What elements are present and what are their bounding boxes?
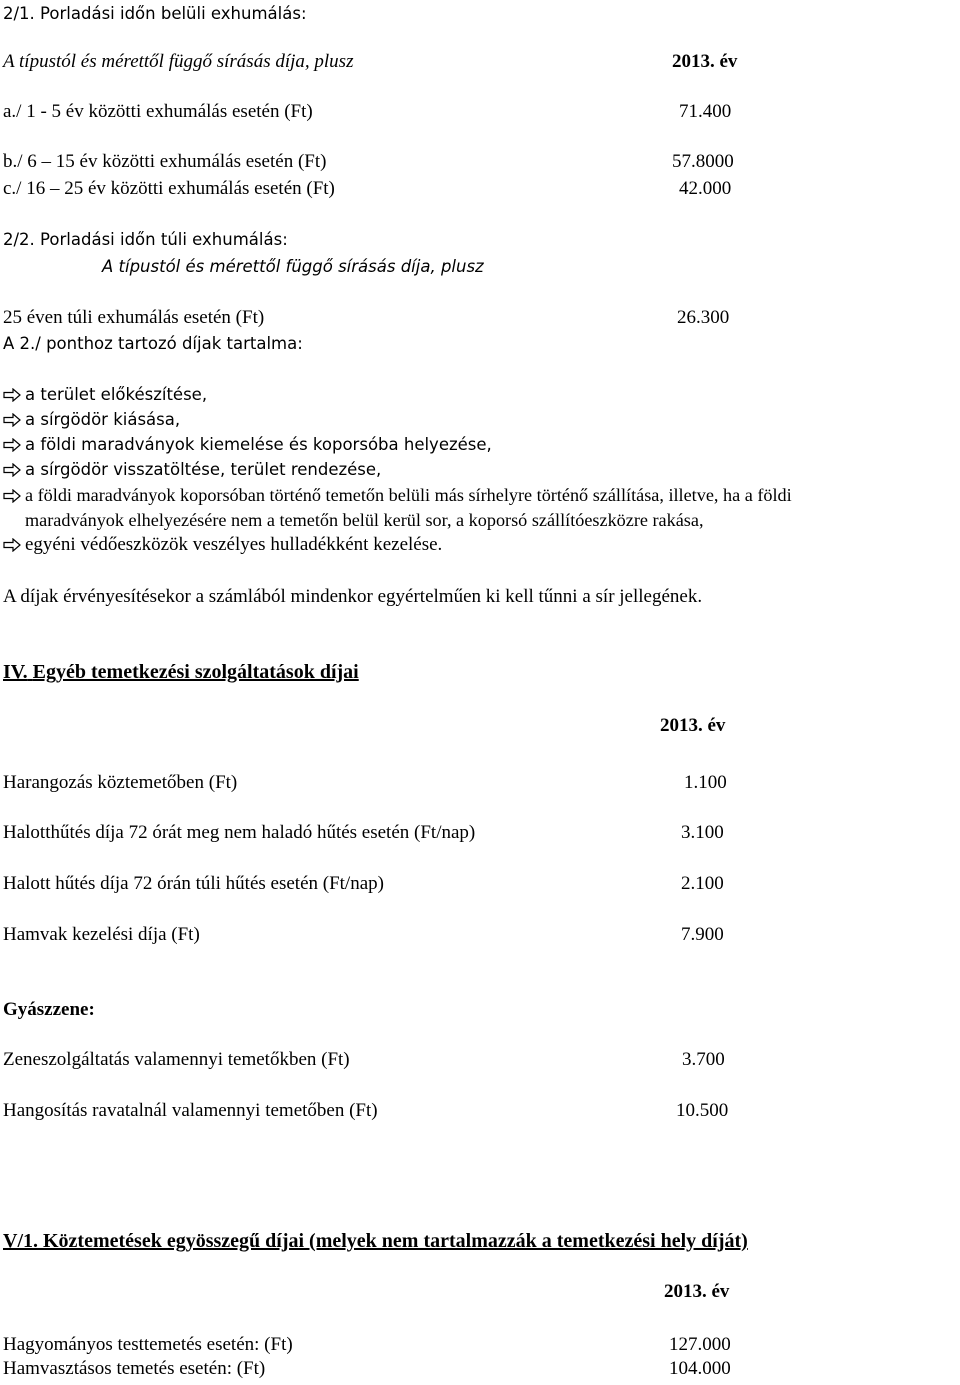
exhumation-row-value: 42.000 — [679, 178, 732, 199]
music-row-label: Hangosítás ravatalnál valamennyi temetőben (Ft) — [3, 1100, 378, 1121]
section-iv-year: 2013. év — [660, 715, 726, 736]
public-burial-row-label: Hamvasztásos temetés esetén: (Ft) — [3, 1358, 266, 1379]
service-row-label: Halott hűtés díja 72 órán túli hűtés esetén (Ft/nap) — [3, 873, 384, 894]
service-row-value: 2.100 — [681, 873, 724, 894]
music-row-value: 3.700 — [682, 1049, 725, 1070]
music-row-label: Zeneszolgáltatás valamennyi temetőkben (Ft) — [3, 1049, 350, 1070]
music-row-value: 10.500 — [676, 1100, 729, 1121]
section-2-1-subtitle: A típustól és mérettől függő sírásás díja, plusz — [3, 51, 354, 72]
service-row-label: Halotthűtés díja 72 órát meg nem haladó hűtés esetén (Ft/nap) — [3, 822, 476, 843]
exhumation-row-value: 57.8000 — [672, 151, 734, 172]
section-2-1-year: 2013. év — [672, 51, 738, 72]
hollow-right-arrow-icon — [3, 463, 21, 477]
list-item: a földi maradványok koporsóban történő temetőn belüli más sírhelyre történő szállítása, illetve, ha a földi — [3, 484, 792, 506]
section-2-2-subtitle: A típustól és mérettől függő sírásás díja, plusz — [102, 257, 484, 276]
list-item: a földi maradványok kiemelése és koporsóba helyezése, — [3, 434, 492, 456]
fees-note: A díjak érvényesítésekor a számlából mindenkor egyértelműen ki kell tűnni a sír jellegének. — [3, 586, 703, 607]
section-v1-prefix: V/1. — [3, 1230, 38, 1252]
service-row-label: Hamvak kezelési díja (Ft) — [3, 924, 200, 945]
public-burial-row-value: 104.000 — [669, 1358, 731, 1379]
exhumation-row-label: b./ 6 – 15 év közötti exhumálás esetén (Ft) — [3, 151, 327, 172]
hollow-right-arrow-icon — [3, 538, 21, 552]
section-iv-title: Egyéb temetkezési szolgáltatások díjai — [32, 661, 359, 683]
exhumation-row-label: c./ 16 – 25 év közötti exhumálás esetén (Ft) — [3, 178, 335, 199]
hollow-right-arrow-icon — [3, 413, 21, 427]
contents-title: A 2./ ponthoz tartozó díjak tartalma: — [3, 334, 303, 353]
service-row-value: 7.900 — [681, 924, 724, 945]
list-item: a sírgödör kiásása, — [3, 409, 180, 431]
list-item: egyéni védőeszközök veszélyes hulladékként kezelése. — [3, 534, 442, 556]
exhumation-row-label: a./ 1 - 5 év közötti exhumálás esetén (Ft) — [3, 101, 313, 122]
public-burial-row-value: 127.000 — [669, 1334, 731, 1355]
exhumation-row-value: 71.400 — [679, 101, 732, 122]
section-2-2-row-value: 26.300 — [677, 307, 730, 328]
hollow-right-arrow-icon — [3, 489, 21, 503]
funeral-music-heading: Gyászzene: — [3, 999, 95, 1020]
section-v1-heading — [3, 1230, 748, 1252]
section-v1-title: Köztemetések egyösszegű díjai (melyek nem tartalmazzák a temetkezési hely díját) — [43, 1230, 748, 1252]
service-row-label: Harangozás köztemetőben (Ft) — [3, 772, 238, 793]
hollow-right-arrow-icon — [3, 438, 21, 452]
section-2-1-title: 2/1. Porladási időn belüli exhumálás: — [3, 4, 307, 23]
hollow-right-arrow-icon — [3, 388, 21, 402]
section-iv-prefix: IV. — [3, 661, 28, 683]
list-item: a terület előkészítése, — [3, 384, 207, 406]
service-row-value: 1.100 — [684, 772, 727, 793]
section-2-2-title: 2/2. Porladási időn túli exhumálás: — [3, 230, 288, 249]
public-burial-row-label: Hagyományos testtemetés esetén: (Ft) — [3, 1334, 293, 1355]
list-item-continuation: maradványok elhelyezésére nem a temetőn belül kerül sor, a koporsó szállítóeszközre rakása, — [25, 510, 704, 530]
service-row-value: 3.100 — [681, 822, 724, 843]
list-item: a sírgödör visszatöltése, terület rendezése, — [3, 459, 381, 481]
section-v1-year: 2013. év — [664, 1281, 730, 1302]
section-2-2-row-label: 25 éven túli exhumálás esetén (Ft) — [3, 307, 265, 328]
section-iv-heading — [3, 661, 359, 683]
